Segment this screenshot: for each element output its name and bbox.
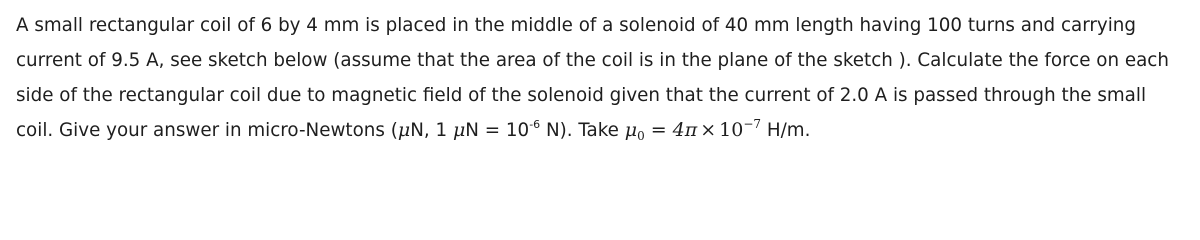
problem-line-1: A small rectangular coil of 6 by 4 mm is placed in the middle of a solenoid of 40 mm length having 100 turns and carrying <box>16 15 1136 36</box>
exponent: -6 <box>529 118 541 131</box>
problem-line-4 <box>16 113 1188 150</box>
line4-text-d: N). Take <box>540 120 625 141</box>
problem-statement <box>16 8 1188 150</box>
mu-zero-symbol: μ <box>624 119 638 141</box>
exponent: −7 <box>743 117 762 131</box>
ten-base: 10 <box>719 119 744 141</box>
line4-text-b: N, 1 <box>410 120 453 141</box>
line4-text-c: N = 10 <box>465 120 530 141</box>
four-pi: 4π <box>672 119 698 141</box>
line4-text-a: coil. Give your answer in micro-Newtons ( <box>16 120 398 141</box>
mu-zero-subscript: 0 <box>637 129 645 143</box>
mu-symbol: μ <box>397 119 411 141</box>
unit-label: H/m. <box>761 120 811 141</box>
times-sign: × <box>700 119 717 141</box>
problem-line-2: current of 9.5 A, see sketch below (assume that the area of the coil is in the plane of the sketch ). Calculate the force on each <box>16 50 1169 71</box>
problem-line-3: side of the rectangular coil due to magnetic field of the solenoid given that the current of 2.0 A is passed through the small <box>16 85 1147 106</box>
equals-sign: = <box>650 119 667 141</box>
mu-symbol: μ <box>452 119 466 141</box>
